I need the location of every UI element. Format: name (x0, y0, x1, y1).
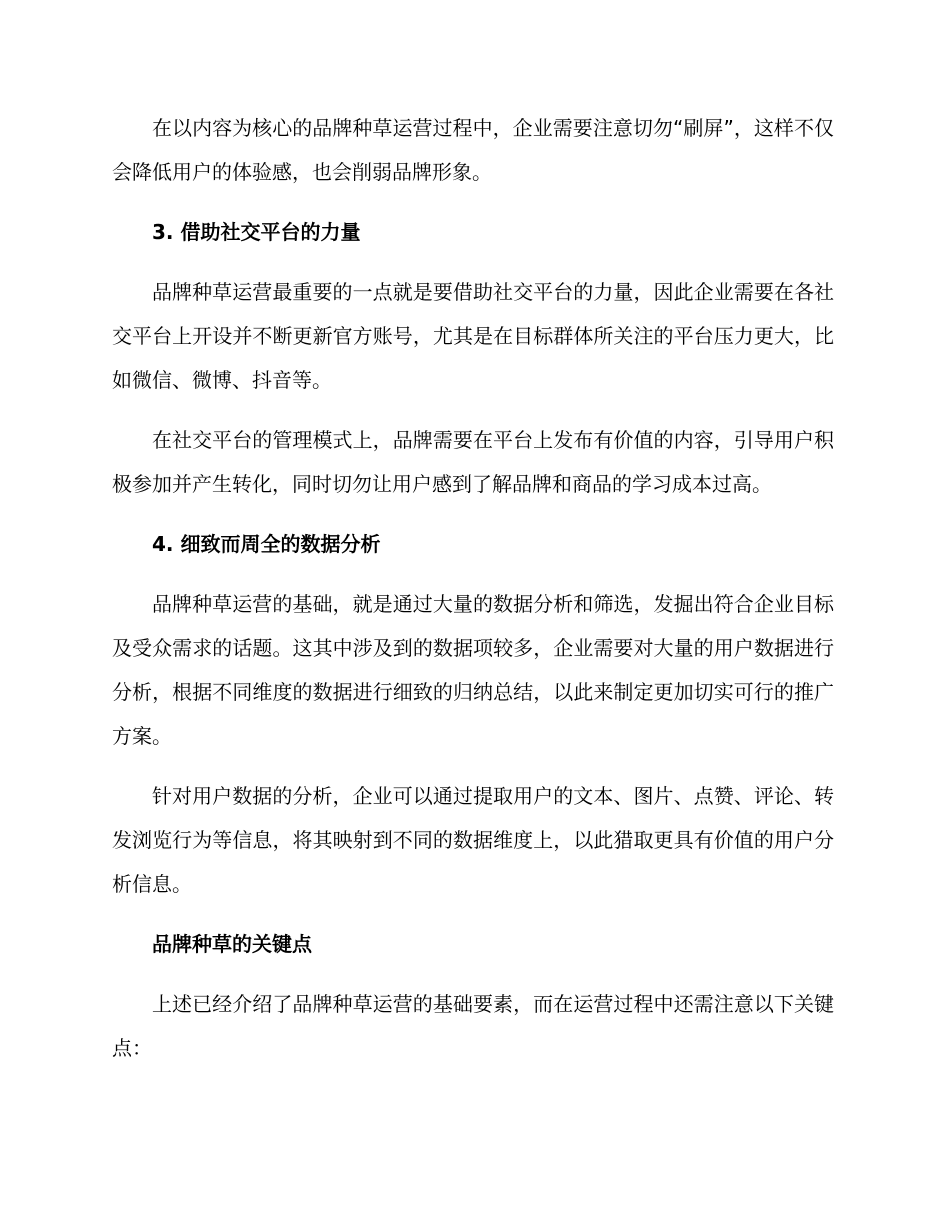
spacer (112, 566, 834, 582)
spacer (112, 254, 834, 270)
paragraph-social-accounts: 品牌种草运营最重要的一点就是要借助社交平台的力量，因此企业需要在各社交平台上开设并不断更新官方账号，尤其是在目标群体所关注的平台压力更大，比如微信、微博、抖音等。 (112, 280, 834, 392)
heading-data-analysis: 4. 细致而周全的数据分析 (152, 532, 381, 556)
spacer (112, 758, 834, 774)
spacer (112, 194, 834, 210)
paragraph-key-points-intro: 上述已经介绍了品牌种草运营的基础要素，而在运营过程中还需注意以下关键点： (112, 992, 834, 1060)
spacer (112, 402, 834, 418)
spacer (112, 966, 834, 982)
spacer (112, 506, 834, 522)
heading-social-platforms: 3. 借助社交平台的力量 (152, 220, 361, 244)
document-page (112, 106, 834, 1070)
paragraph-platform-management: 在社交平台的管理模式上，品牌需要在平台上发布有价值的内容，引导用户积极参加并产生转化，同时切勿让用户感到了解品牌和商品的学习成本过高。 (112, 428, 834, 496)
paragraph-data-foundation: 品牌种草运营的基础，就是通过大量的数据分析和筛选，发掘出符合企业目标及受众需求的话题。这其中涉及到的数据项较多，企业需要对大量的用户数据进行分析，根据不同维度的数据进行细致的归纳总结，以此来制定更加切实可行的推广方案。 (112, 592, 834, 748)
paragraph-user-data-analysis: 针对用户数据的分析，企业可以通过提取用户的文本、图片、点赞、评论、转发浏览行为等信息，将其映射到不同的数据维度上，以此猎取更具有价值的用户分析信息。 (112, 784, 834, 896)
spacer (112, 906, 834, 922)
heading-key-points: 品牌种草的关键点 (152, 932, 312, 956)
paragraph-content-caution: 在以内容为核心的品牌种草运营过程中，企业需要注意切勿“刷屏”，这样不仅会降低用户的体验感，也会削弱品牌形象。 (112, 116, 834, 184)
